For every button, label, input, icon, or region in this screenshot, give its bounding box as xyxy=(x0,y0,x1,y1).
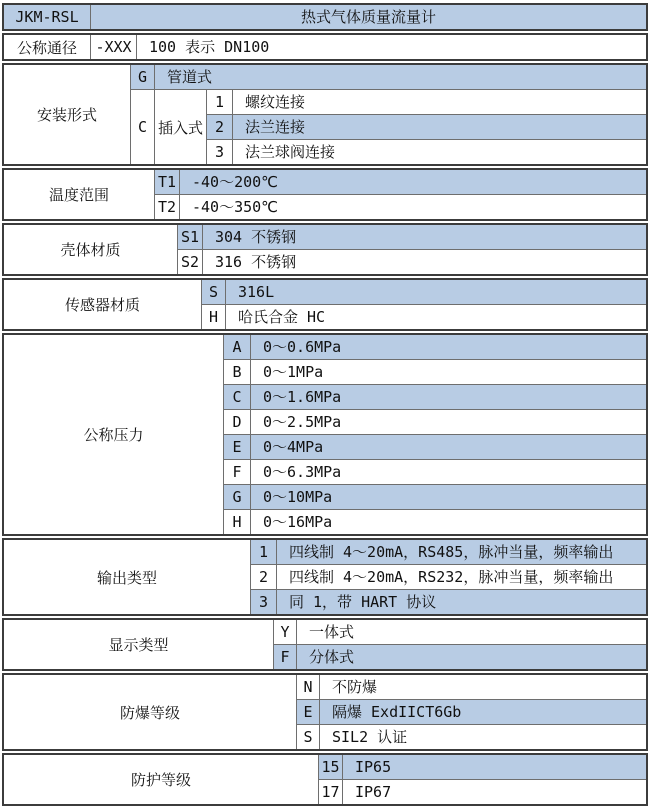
code-cell: 2 xyxy=(251,565,277,589)
code-cell: H xyxy=(224,510,251,534)
code-cell: G xyxy=(131,65,155,89)
spec-group-installation-type xyxy=(2,63,648,166)
value-cell: 分体式 xyxy=(309,648,355,666)
value-cell: 304 不锈钢 xyxy=(215,228,297,246)
spec-row xyxy=(224,335,646,359)
code-cell: G xyxy=(224,485,251,509)
code-cell: F xyxy=(224,460,251,484)
code-cell: T2 xyxy=(155,195,180,219)
category-label: 公称压力 xyxy=(4,335,224,534)
spec-row xyxy=(207,139,646,164)
spec-row xyxy=(155,194,646,219)
spec-row xyxy=(274,644,646,669)
value-cell: 100 表示 DN100 xyxy=(149,38,270,56)
value-cell: 不防爆 xyxy=(332,678,378,696)
value-cell: SIL2 认证 xyxy=(332,728,408,746)
spec-group-housing-material xyxy=(2,223,648,276)
value-cell: 一体式 xyxy=(309,623,355,641)
value-cell: 同 1，带 HART 协议 xyxy=(289,593,437,611)
spec-group-nominal-pressure xyxy=(2,333,648,536)
spec-row xyxy=(319,755,646,779)
spec-row xyxy=(224,434,646,459)
value-cell: -40～350℃ xyxy=(192,198,279,216)
spec-row xyxy=(251,564,646,589)
code-cell: C xyxy=(224,385,251,409)
code-cell: C xyxy=(131,90,155,164)
value-cell: 0～1.6MPa xyxy=(263,388,342,406)
code-cell: E xyxy=(224,435,251,459)
value-cell: 哈氏合金 HC xyxy=(238,308,326,326)
spec-row xyxy=(131,65,646,89)
spec-row xyxy=(297,724,646,749)
code-cell: E xyxy=(297,700,320,724)
code-cell: S xyxy=(202,280,226,304)
header-group xyxy=(2,3,648,31)
value-cell: IP65 xyxy=(355,758,392,776)
code-cell: 3 xyxy=(207,140,233,164)
spec-row xyxy=(251,589,646,614)
spec-row xyxy=(274,620,646,644)
value-cell: -40～200℃ xyxy=(192,173,279,191)
category-label: 安装形式 xyxy=(4,65,131,164)
category-label: 防护等级 xyxy=(4,755,319,804)
code-cell: S1 xyxy=(178,225,203,249)
spec-group-nominal-diameter xyxy=(2,33,648,61)
insert-type-label: 插入式 xyxy=(155,90,207,164)
spec-row xyxy=(155,170,646,194)
spec-row xyxy=(91,35,646,59)
spec-row xyxy=(178,249,646,274)
spec-group-output-type xyxy=(2,538,648,616)
spec-row xyxy=(207,90,646,114)
category-label: 显示类型 xyxy=(4,620,274,669)
code-cell: 1 xyxy=(207,90,233,114)
value-cell: 法兰球阀连接 xyxy=(245,143,336,161)
value-cell: IP67 xyxy=(355,783,392,801)
spec-group-explosion-proof-grade xyxy=(2,673,648,751)
spec-row xyxy=(319,779,646,804)
value-cell: 0～10MPa xyxy=(263,488,333,506)
spec-row xyxy=(202,304,646,329)
value-cell: 0～4MPa xyxy=(263,438,324,456)
code-cell: S2 xyxy=(178,250,203,274)
value-cell: 四线制 4～20mA，RS232，脉冲当量，频率输出 xyxy=(289,568,614,586)
spec-group-sensor-material xyxy=(2,278,648,331)
value-cell: 四线制 4～20mA，RS485，脉冲当量，频率输出 xyxy=(289,543,614,561)
category-label: 温度范围 xyxy=(4,170,155,219)
code-cell: H xyxy=(202,305,226,329)
code-cell: A xyxy=(224,335,251,359)
value-cell: 管道式 xyxy=(167,68,213,86)
category-label: 公称通径 xyxy=(4,35,91,59)
code-cell: 3 xyxy=(251,590,277,614)
spec-group-display-type xyxy=(2,618,648,671)
code-cell: -XXX xyxy=(91,35,137,59)
header-row xyxy=(4,5,646,29)
code-cell: S xyxy=(297,725,320,749)
spec-row xyxy=(297,699,646,724)
value-cell: 隔爆 ExdIICT6Gb xyxy=(332,703,462,721)
spec-row xyxy=(297,675,646,699)
code-cell: B xyxy=(224,360,251,384)
spec-row xyxy=(224,484,646,509)
code-cell: 15 xyxy=(319,755,343,779)
model-code: JKM-RSL xyxy=(4,5,91,29)
value-cell: 0～16MPa xyxy=(263,513,333,531)
value-cell: 316L xyxy=(238,283,275,301)
spec-group-temperature-range xyxy=(2,168,648,221)
spec-row xyxy=(224,459,646,484)
spec-row xyxy=(207,114,646,139)
spec-row xyxy=(224,384,646,409)
code-cell: T1 xyxy=(155,170,180,194)
value-cell: 0～0.6MPa xyxy=(263,338,342,356)
value-cell: 0～2.5MPa xyxy=(263,413,342,431)
code-cell: N xyxy=(297,675,320,699)
code-cell: D xyxy=(224,410,251,434)
code-cell: F xyxy=(274,645,297,669)
insert-type-block xyxy=(131,89,646,164)
value-cell: 0～6.3MPa xyxy=(263,463,342,481)
spec-row xyxy=(224,509,646,534)
category-label: 壳体材质 xyxy=(4,225,178,274)
code-cell: 2 xyxy=(207,115,233,139)
category-label: 防爆等级 xyxy=(4,675,297,749)
category-label: 传感器材质 xyxy=(4,280,202,329)
page-title: 热式气体质量流量计 xyxy=(300,8,436,26)
spec-row xyxy=(224,359,646,384)
code-cell: 17 xyxy=(319,780,343,804)
value-cell: 法兰连接 xyxy=(245,118,306,136)
spec-row xyxy=(251,540,646,564)
value-cell: 螺纹连接 xyxy=(245,93,306,111)
category-label: 输出类型 xyxy=(4,540,251,614)
spec-row xyxy=(202,280,646,304)
spec-row xyxy=(178,225,646,249)
value-cell: 316 不锈钢 xyxy=(215,253,297,271)
spec-row xyxy=(224,409,646,434)
code-cell: 1 xyxy=(251,540,277,564)
value-cell: 0～1MPa xyxy=(263,363,324,381)
spec-group-protection-grade xyxy=(2,753,648,806)
code-cell: Y xyxy=(274,620,297,644)
